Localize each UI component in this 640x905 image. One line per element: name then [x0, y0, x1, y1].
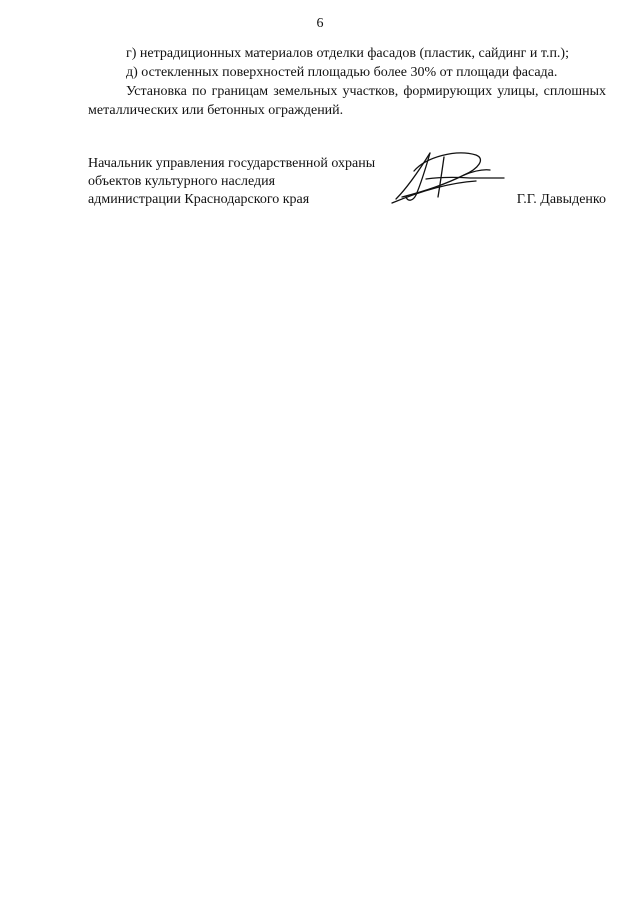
page-number: 6 [316, 16, 324, 31]
signature-block [88, 155, 606, 215]
signatory-position [88, 155, 375, 209]
list-item: д) остекленных поверхностей площадью более 30% от площади фасада. [126, 65, 558, 80]
signatory-position-line: Начальник управления государственной охраны [88, 156, 376, 171]
list-item: г) нетрадиционных материалов отделки фасадов (пластик, сайдинг и т.п.); [126, 46, 569, 61]
document-body [88, 44, 606, 120]
signatory-position-line: объектов культурного наследия [88, 174, 276, 189]
handwritten-signature [386, 147, 511, 207]
signatory-name: Г.Г. Давыденко [516, 192, 606, 207]
body-paragraph: Установка по границам земельных участков, формирующих улицы, сплошных металлических или бетонных ограждений. [88, 84, 606, 118]
signatory-position-line: администрации Краснодарского края [88, 192, 310, 207]
